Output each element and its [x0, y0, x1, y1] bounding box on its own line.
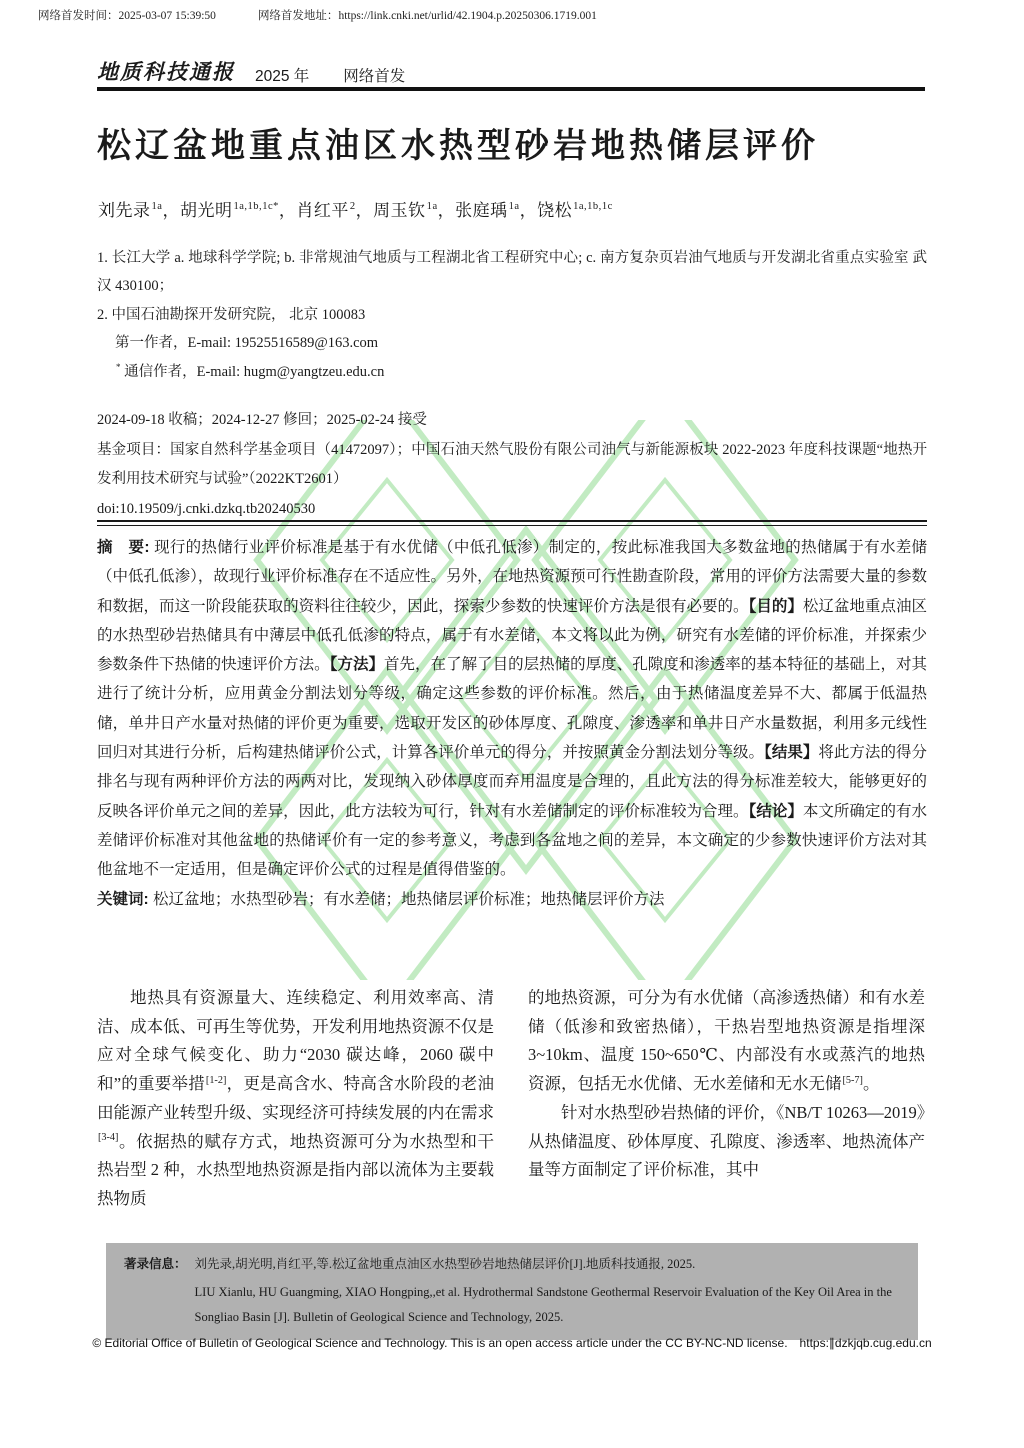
keywords-label: 关键词: — [97, 890, 153, 908]
affiliation-line-1: 1. 长江大学 a. 地球科学学院; b. 非常规油气地质与工程湖北省工程研究中心; c. 南方复杂页岩油气地质与开发湖北省重点实验室 武汉 430100； — [97, 250, 927, 295]
received-dates-line: 2024-09-18 收稿；2024-12-27 修回；2025-02-24 接受 — [97, 412, 427, 428]
body-paragraph-1-continued: 的地热资源，可分为有水优储（高渗透热储）和有水差储（低渗和致密热储），干热岩型地热资源是指埋深 3~10km、温度 150~650℃、内部没有水或蒸汽的地热资源，包括无水优储、无水差储和无水无储[5-7]。 — [528, 988, 925, 1094]
journal-header — [97, 56, 925, 86]
doi-line: doi:10.19509/j.cnki.dzkq.tb20240530 — [97, 500, 316, 517]
publish-addr-label: 网络首发地址： — [257, 10, 339, 22]
header-rule — [97, 87, 925, 91]
abstract-paragraph: 摘 要: 现行的热储行业评价标准是基于有水优储（中低孔低渗）制定的，按此标准我国大多数盆地的热储属于有水差储（中低孔低渗），故现行业评价标准存在不适应性。另外，在地热资源预可行性勘查阶段，常用的评价方法需要大量的参数和数据，而这一阶段能获取的资料往往较少，因此，探索少参数的快速评价方法是很有必要的。【目的】松辽盆地重点油区的水热型砂岩热储具有中薄层中低孔低渗的特点，属于有水差储，本文将以此为例，研究有水差储的评价标准，并探索少参数条件下热储的快速评价方法。【方法】首先，在了解了目的层热储的厚度、孔隙度和渗透率的基本特征的基础上，对其进行了统计分析，应用黄金分割法划分等级，确定这些参数的评价标准。然后，由于热储温度差异不大、都属于低温热储，单井日产水量对热储的评价更为重要，选取开发区的砂体厚度、孔隙度、渗透率和单井日产水量数据，利用多元线性回归对其进行分析，后构建热储评价公式，计算各评价单元的得分，并按照黄金分割法划分等级。【结果】将此方法的得分排名与现有两种评价方法的两两对比，发现纳入砂体厚度而弃用温度是合理的，且此方法的得分标准差较大，能够更好的反映各评价单元之间的差异，因此，此方法较为可行，针对有水差储制定的评价标准较为合理。【结论】本文所确定的有水差储评价标准对其他盆地的热储评价有一定的参考意义，考虑到各盆地之间的差异，本文确定的少参数快速评价方法对其他盆地不一定适用，但是确定评价公式的过程是值得借鉴的。 — [97, 539, 927, 879]
citation-box — [106, 1243, 918, 1340]
body-paragraph-1: 地热具有资源量大、连续稳定、利用效率高、清洁、成本低、可再生等优势，开发利用地热资源不仅是应对全球气候变化、助力“2030 碳达峰，2060 碳中和”的重要举措[1-2]，更是高含水、特高含水阶段的老油田能源产业转型升级、实现经济可持续发展的内在需求[3-4]。依据热的赋存方式，地热资源可分为水热型和干热岩型 2 种，水热型地热资源是指内部以流体为主要载热物质 — [97, 988, 495, 1208]
body-column-left — [97, 984, 494, 1214]
citation-content — [195, 1254, 900, 1330]
first-author-line: 第一作者，E-mail: 19525516589@163.com — [115, 335, 379, 352]
publish-time-label: 网络首发时间： — [38, 10, 119, 22]
publish-addr-url: https://link.cnki.net/urlid/42.1904.p.20250306.1719.001 — [338, 10, 597, 22]
prepublication-meta — [38, 7, 994, 23]
keywords-line — [97, 885, 927, 914]
citation-chinese: 刘先录,胡光明,肖红平,等.松辽盆地重点油区水热型砂岩地热储层评价[J].地质科技通报, 2025. — [194, 1257, 696, 1271]
corresponding-author-line: * 通信作者，E-mail: hugm@yangtzeu.edu.cn — [116, 361, 385, 380]
funding-line: 基金项目：国家自然科学基金项目（41472097）；中国石油天然气股份有限公司油气与新能源板块 2022-2023 年度科技课题“地热开发利用技术研究与试验”（2022KT2601） — [97, 441, 927, 488]
body-column-right — [528, 984, 925, 1214]
journal-name: 地质科技通报 — [97, 60, 235, 84]
footer-copyright: © Editorial Office of Bulletin of Geological Science and Technology. This is an open access article under the CC BY-NC-ND license. https:∥dzkjqb.cug.edu.cn — [92, 1336, 932, 1350]
affiliations-block — [97, 244, 927, 386]
front-matter-block — [97, 406, 927, 524]
abstract-divider-rule — [97, 520, 927, 526]
paper-title: 松辽盆地重点油区水热型砂岩地热储层评价 — [97, 127, 819, 165]
affiliation-line-2: 2. 中国石油勘探开发研究院， 北京 100083 — [97, 306, 366, 323]
keywords-text: 松辽盆地；水热型砂岩；有水差储；地热储层评价标准；地热储层评价方法 — [152, 890, 665, 908]
body-columns — [97, 984, 925, 1214]
citation-label: 著录信息： — [124, 1257, 187, 1271]
authors-line: 刘先录$^{1a}$，胡光明$^{1a,1b,1c*}$，肖红平$^2$，周玉钦$^{1a}$，张庭瑀$^{1a}$，饶松$^{1a,1b,1c}$ — [98, 201, 613, 220]
publish-time-value: 2025-03-07 15:39:50 — [118, 10, 216, 22]
abstract-block — [97, 533, 927, 914]
journal-year: 2025 年 — [255, 68, 310, 85]
prepub-note: 网络首发 — [343, 68, 406, 85]
citation-english: LIU Xianlu, HU Guangming, XIAO Hongping,,et al. Hydrothermal Sandstone Geothermal Reservoir Evaluation of the Key Oil Area in the Songliao Basin [J]. Bulletin of Geological Science and Technology, 2025. — [194, 1285, 892, 1324]
body-paragraph-2: 针对水热型砂岩热储的评价，《NB/T 10263—2019》从热储温度、砂体厚度、孔隙度、渗透率、地热流体产量等方面制定了评价标准，其中 — [528, 1102, 925, 1180]
